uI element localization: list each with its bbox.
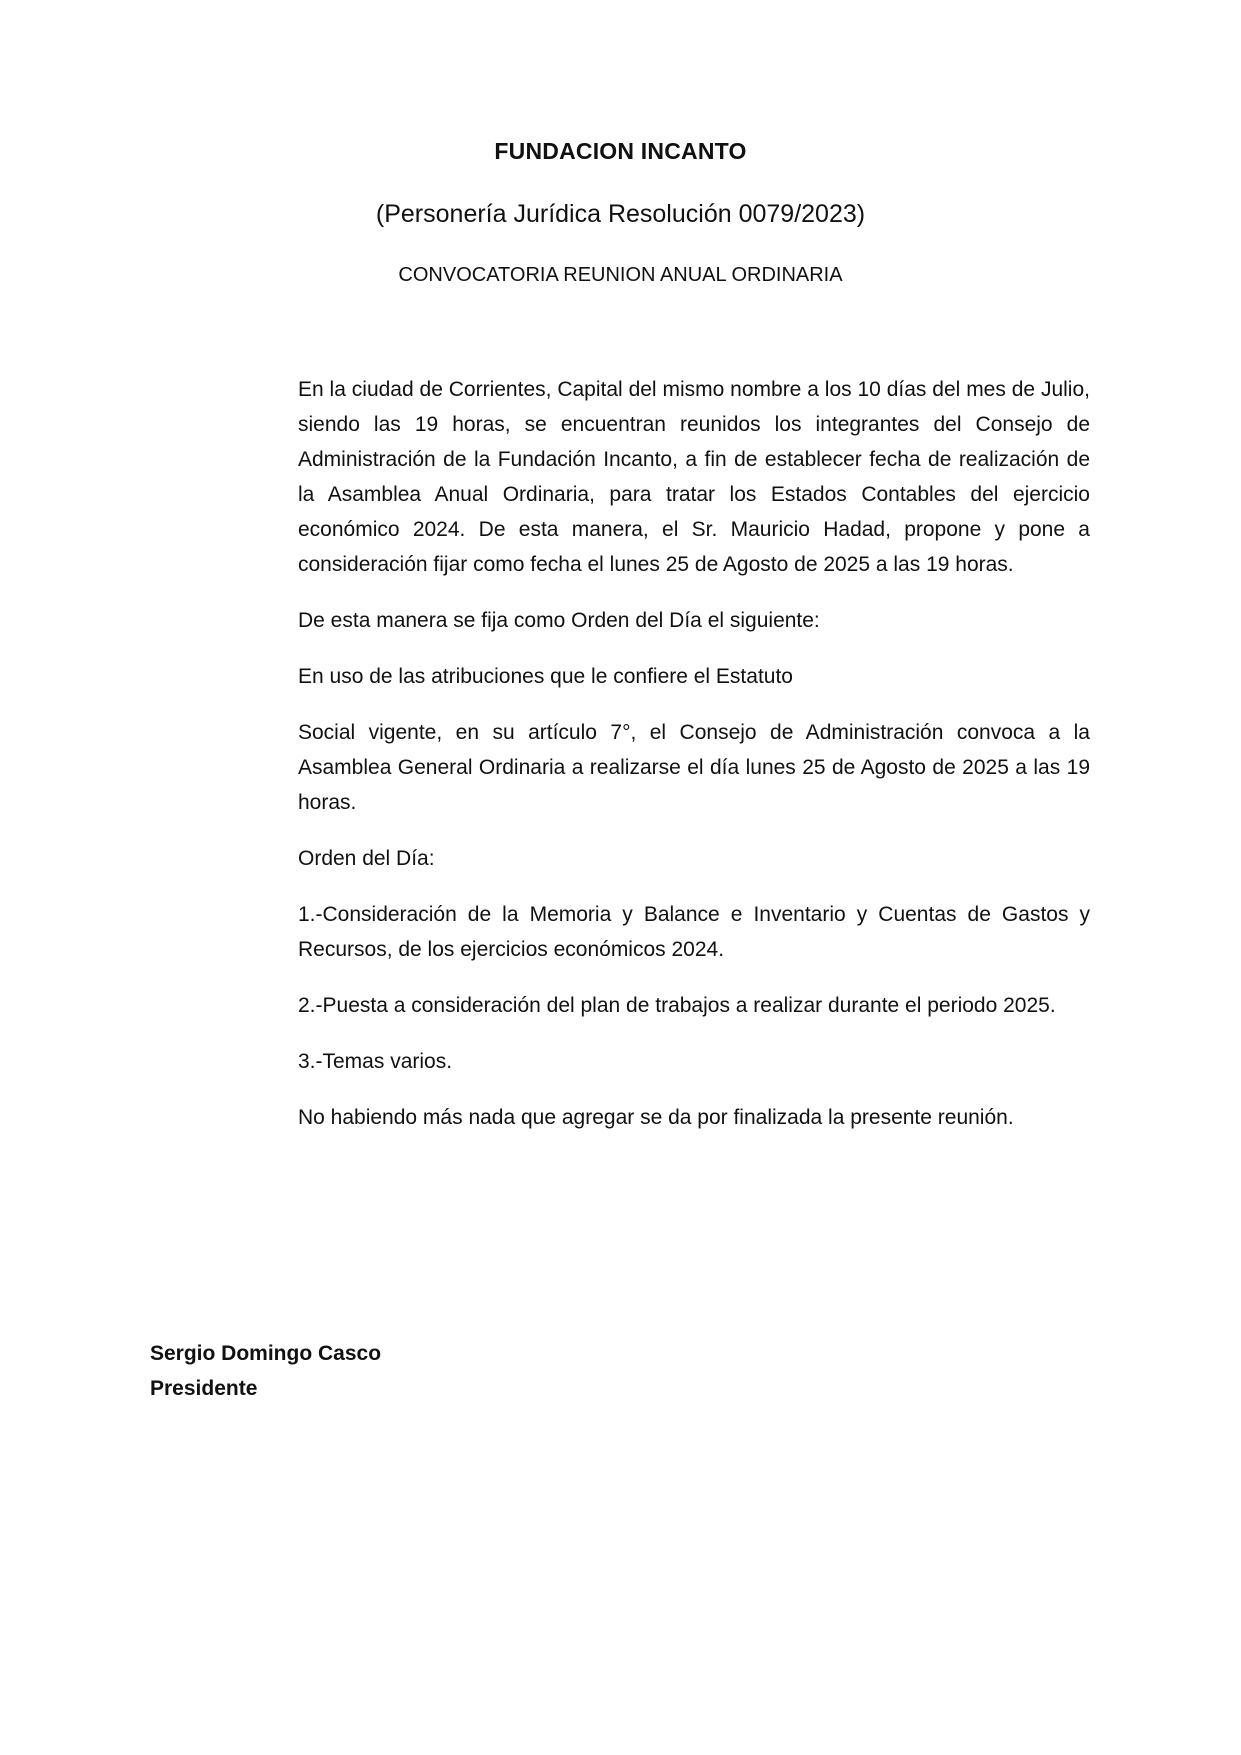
agenda-title: Orden del Día: [298,847,435,870]
document-body [298,372,1090,1156]
order-intro-paragraph: De esta manera se fija como Orden del Día el siguiente: [298,609,820,632]
intro-paragraph: En la ciudad de Corrientes, Capital del mismo nombre a los 10 días del mes de Julio, siendo las 19 horas, se encuentran reunidos los integrantes del Consejo de Administración de la Fundación Incanto, a fin de establecer fecha de realización de la Asamblea Anual Ordinaria, para tratar los Estados Contables del ejercicio económico 2024. De esta manera, el Sr. Mauricio Hadad, propone y pone a consideración fijar como fecha el lunes 25 de Agosto de 2025 a las 19 horas. [298,378,1090,576]
document-title: FUNDACION INCANTO [494,138,747,164]
signatory-name: Sergio Domingo Casco [150,1342,382,1365]
convocation-heading: CONVOCATORIA REUNION ANUAL ORDINARIA [398,264,843,286]
signatory-role: Presidente [150,1377,258,1400]
closing-paragraph: No habiendo más nada que agregar se da por finalizada la presente reunión. [298,1106,1014,1129]
agenda-item: 2.-Puesta a consideración del plan de trabajos a realizar durante el periodo 2025. [298,994,1056,1017]
legal-registration-subtitle: (Personería Jurídica Resolución 0079/2023) [375,200,866,228]
agenda-item: 1.-Consideración de la Memoria y Balance e Inventario y Cuentas de Gastos y Recursos, de los ejercicios económicos 2024. [298,903,1090,961]
convocation-paragraph: Social vigente, en su artículo 7°, el Consejo de Administración convoca a la Asamblea General Ordinaria a realizarse el día lunes 25 de Agosto de 2025 a las 19 horas. [298,721,1090,814]
signature-block [150,1336,381,1406]
agenda-item: 3.-Temas varios. [298,1050,453,1073]
statute-paragraph: En uso de las atribuciones que le confiere el Estatuto [298,665,793,688]
